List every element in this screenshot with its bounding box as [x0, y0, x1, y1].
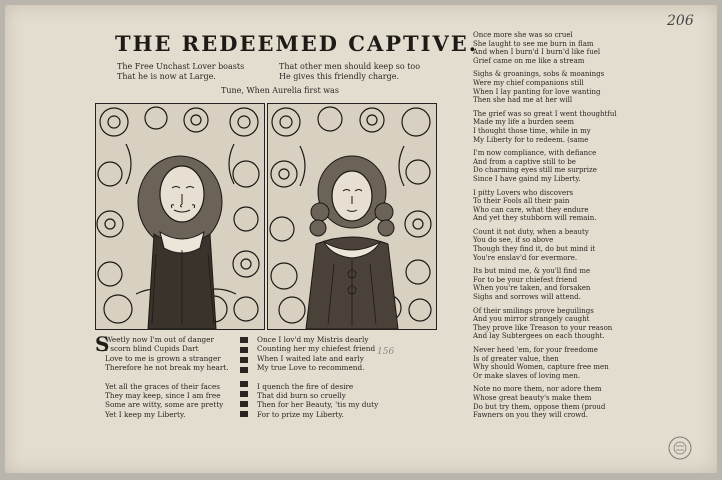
verse-line: Is of greater value, then — [473, 354, 559, 363]
intro-line: He gives this friendly charge. — [279, 72, 400, 81]
verse-line: Do charming eyes still me surprize — [473, 166, 597, 175]
verse-line: Weetly now I'm out of danger — [105, 335, 214, 344]
verse-line: When you're taken, and forsaken — [473, 284, 591, 293]
verse-line: My true Love to recommend. — [257, 363, 365, 373]
tune-line: Tune, When Aurelia first was — [221, 86, 339, 95]
verse-line: They prove like Treason to your reason — [473, 323, 613, 332]
verse-line: Of their smilings prove beguilings — [473, 306, 594, 315]
verse-line: Sighs and sorrows will attend. — [473, 293, 581, 302]
intro-line: That he is now at Large. — [117, 72, 216, 81]
verse-line: They may keep, since I am free — [105, 391, 221, 401]
intro-left — [117, 62, 244, 82]
verse-column-left — [105, 335, 229, 419]
verse-line: Since I have gaind my Liberty. — [473, 174, 581, 183]
verse-line: I pitty Lovers who discovers — [473, 188, 574, 197]
verse-line: Do but try them, oppose them (proud — [473, 402, 606, 411]
broadside-sheet — [5, 5, 717, 473]
verse-line: Then she had me at her will — [473, 96, 573, 105]
woodcut-gentleman-portrait — [95, 103, 265, 330]
verse-column-right — [473, 31, 617, 420]
verse-line: And you mirror strangely caught — [473, 315, 590, 324]
intro-line: The Free Unchast Lover boasts — [117, 62, 245, 71]
woodcut-lady-portrait — [267, 103, 437, 330]
verse-line: And yet they stubborn will remain. — [473, 214, 597, 223]
verse-line: The grief was so great I went thoughtful — [473, 109, 617, 118]
verse-line: Fawners on you they will crowd. — [473, 411, 588, 420]
verse-line: When I waited late and early — [257, 353, 364, 363]
verse-line: Yet all the graces of their faces — [105, 381, 221, 391]
verse-line: Why should Women, capture free men — [473, 363, 609, 372]
verse-line: Though they find it, do but mind it — [473, 245, 596, 254]
verse-line: To their Fools all their pain — [473, 197, 570, 206]
verse-line: Sighs & groanings, sobs & moanings — [473, 70, 605, 79]
intro-line: That other men should keep so too — [279, 62, 421, 71]
verse-line: Therefore he not break my heart. — [105, 363, 229, 373]
verse-line: Once I lov'd my Mistris dearly — [257, 335, 369, 344]
verse-line: Who can care, what they endure — [473, 205, 589, 214]
verse-line: My Liberty for to redeem. (same — [473, 135, 589, 144]
library-stamp — [667, 435, 693, 461]
typographic-ornament-column — [237, 335, 251, 421]
verse-line: Then for her Beauty, 'tis my duty — [257, 400, 379, 410]
verse-line: Love to me is grown a stranger — [105, 353, 221, 363]
verse-line: For to be your chiefest friend — [473, 275, 578, 284]
verse-line: Or make slaves of loving men. — [473, 371, 581, 380]
verse-line: Grief came on me like a stream — [473, 56, 585, 65]
verse-line: Its but mind me, & you'll find me — [473, 267, 591, 276]
verse-line: I quench the fire of desire — [257, 381, 354, 391]
verse-line: And when I burn'd I burn'd like fuel — [473, 48, 601, 57]
intro-right — [279, 62, 420, 82]
verse-line: When I lay panting for love wanting — [473, 87, 601, 96]
verse-line: I thought those time, while in my — [473, 126, 591, 135]
verse-line: I'm now compliance, with defiance — [473, 149, 597, 158]
folio-number: 206 — [667, 13, 694, 29]
verse-line: I scorn blind Cupids Dart — [105, 344, 199, 354]
verse-line: Whose great beauty's make them — [473, 393, 592, 402]
verse-line: Counting her my chiefest friend — [257, 344, 376, 354]
verse-line: That did burn so cruelly — [257, 391, 346, 401]
verse-column-middle — [257, 335, 378, 419]
verse-line: Count it not duty, when a beauty — [473, 227, 589, 236]
verse-line: And lay Subtergees on each thought. — [473, 332, 605, 341]
verse-line: Some are witty, some are pretty — [105, 400, 224, 410]
verse-line: She laught to see me burn in flam — [473, 39, 594, 48]
verse-line: Note no more them, nor adore them — [473, 385, 602, 394]
verse-line: Were my chief companions still — [473, 78, 584, 87]
verse-line: You're enslav'd for evermore. — [473, 253, 578, 262]
verse-line: Yet I keep my Liberty. — [105, 409, 186, 419]
verse-line: Once more she was so cruel — [473, 31, 573, 39]
broadside-title: THE REDEEMED CAPTIVE. — [115, 31, 479, 56]
verse-line: Never heed 'em, for your freedome — [473, 346, 598, 354]
verse-line: And from a captive still to be — [473, 157, 576, 166]
verse-line: Made my life a burden seem — [473, 118, 575, 127]
verse-drop-cap: S — [95, 332, 110, 356]
verse-line: For to prize my Liberty. — [257, 409, 344, 419]
verse-line: You do see, if so above — [473, 236, 554, 245]
pencil-annotation: 156 — [377, 347, 395, 357]
